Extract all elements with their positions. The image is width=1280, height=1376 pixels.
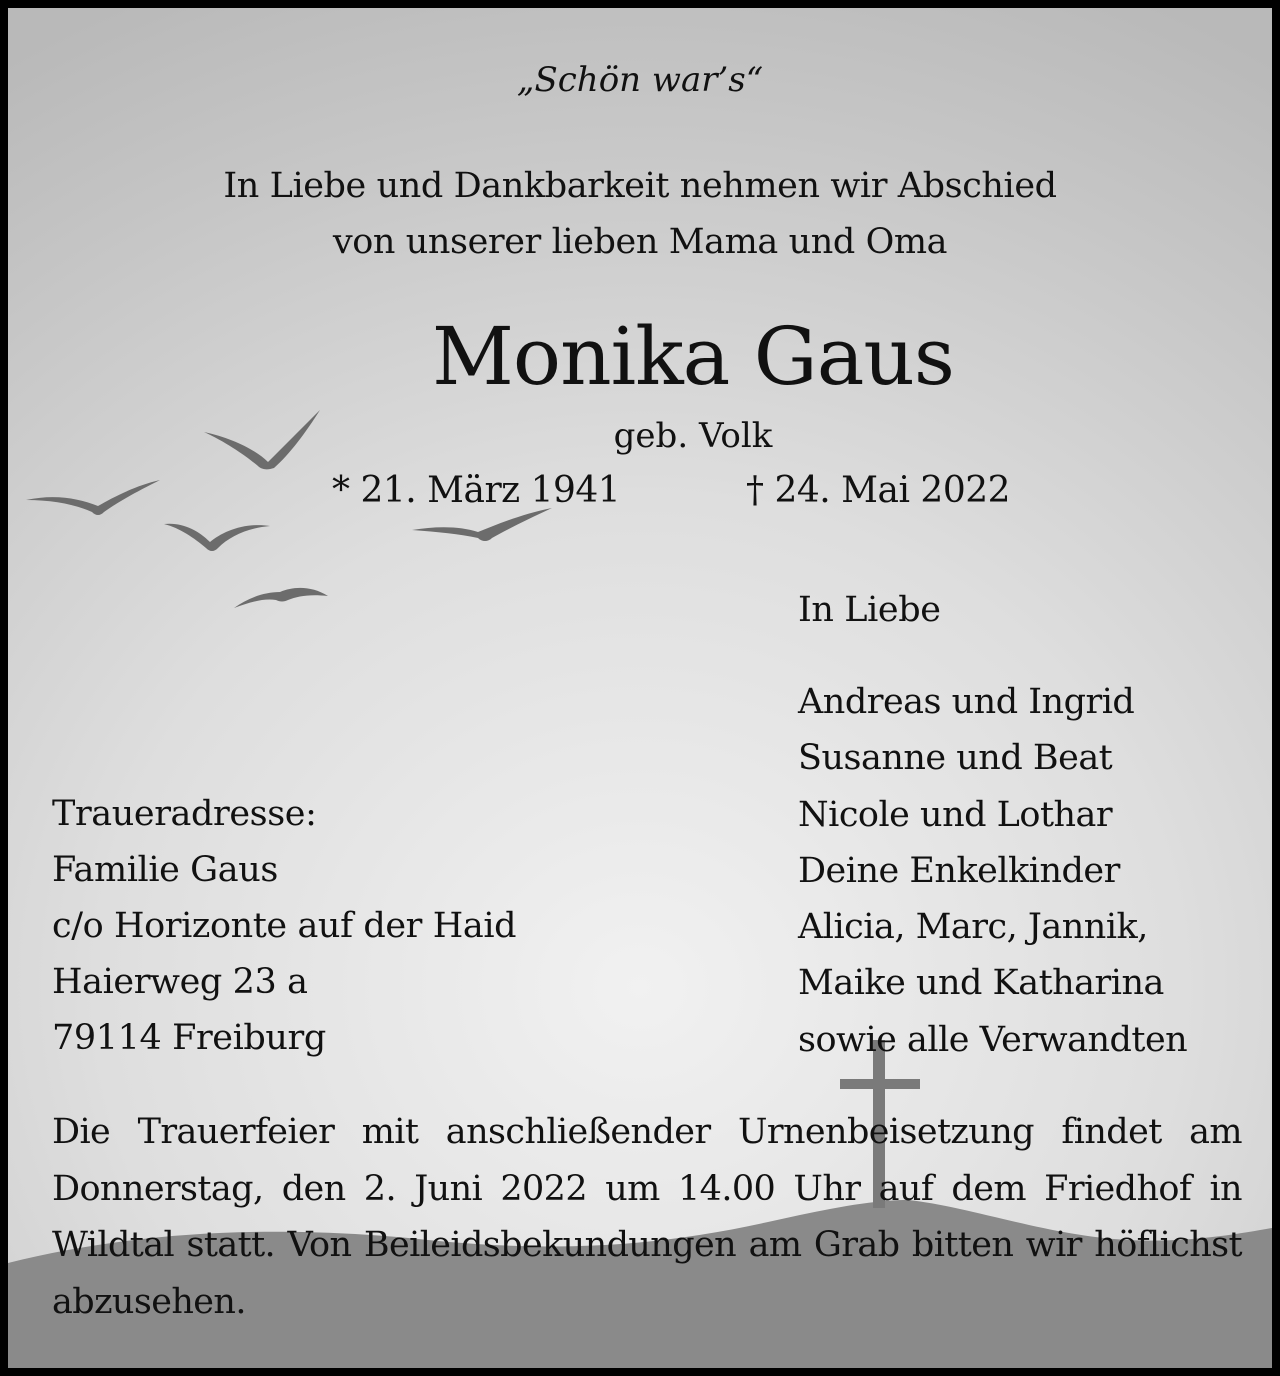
maiden-name: geb. Volk bbox=[613, 416, 773, 456]
death-date: † 24. Mai 2022 bbox=[746, 470, 1011, 511]
bird-icon bbox=[234, 588, 328, 608]
mourner-line: Nicole und Lothar bbox=[798, 794, 1113, 835]
mourner-line: Susanne und Beat bbox=[798, 738, 1113, 779]
address-line: 79114 Freiburg bbox=[52, 1018, 326, 1058]
intro-line: In Liebe und Dankbarkeit nehmen wir Abschied bbox=[223, 166, 1057, 206]
mourner-line: Maike und Katharina bbox=[798, 963, 1164, 1004]
mourners-list bbox=[798, 674, 1187, 1068]
bird-icon bbox=[164, 524, 270, 551]
bird-icon bbox=[412, 508, 552, 541]
mourner-line: sowie alle Verwandten bbox=[798, 1019, 1188, 1060]
birth-date: * 21. März 1941 bbox=[332, 470, 621, 511]
mourner-line: Alicia, Marc, Jannik, bbox=[798, 907, 1148, 948]
mourner-line: Andreas und Ingrid bbox=[798, 682, 1135, 722]
intro-text bbox=[8, 158, 1272, 270]
funeral-notice: Die Trauerfeier mit anschließender Urnenbeisetzung findet am Donnerstag, den 2. Juni 2022 um 14.00 Uhr auf dem Friedhof in Wildtal statt. Von Beileidsbekundungen am Grab bitten wir höflichst abzusehen. bbox=[52, 1112, 1242, 1322]
address-line: Haierweg 23 a bbox=[52, 962, 308, 1002]
address-line: Traueradresse: bbox=[52, 794, 317, 834]
intro-line: von unserer lieben Mama und Oma bbox=[332, 222, 948, 262]
address-line: c/o Horizonte auf der Haid bbox=[52, 906, 517, 946]
address-line: Familie Gaus bbox=[52, 850, 278, 890]
bird-icon bbox=[26, 480, 160, 515]
mourner-line: Deine Enkelkinder bbox=[798, 850, 1120, 891]
motto-quote: „Schön war’s“ bbox=[516, 60, 764, 100]
mourning-address bbox=[52, 786, 516, 1066]
obituary-card bbox=[8, 8, 1272, 1368]
mourners-heading: In Liebe bbox=[798, 590, 941, 630]
deceased-name: Monika Gaus bbox=[432, 310, 954, 403]
